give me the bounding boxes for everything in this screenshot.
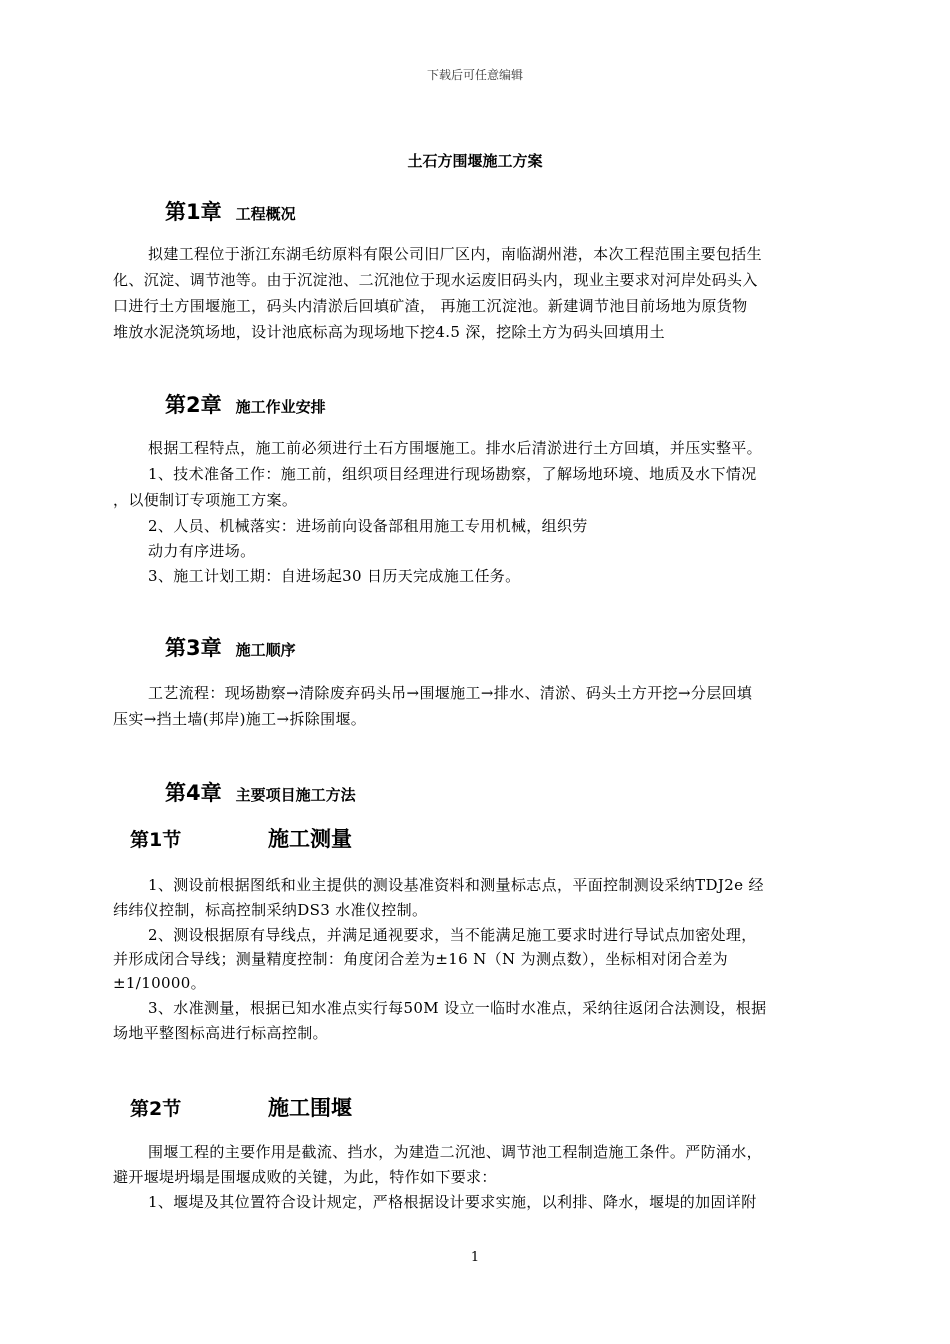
section-heading bbox=[130, 823, 352, 853]
paragraph-line: 3、施工计划工期：自进场起30 日历天完成施工任务。 bbox=[148, 567, 521, 585]
paragraph-line: ，以便制订专项施工方案。 bbox=[113, 491, 298, 509]
paragraph-line: 堆放水泥浇筑场地，设计池底标高为现场地下挖4.5 深，挖除土方为码头回填用土 bbox=[113, 323, 665, 341]
paragraph-line: 2、人员、机械落实：进场前向设备部租用施工专用机械，组织劳 bbox=[148, 517, 588, 535]
paragraph-line: 化、沉淀、调节池等。由于沉淀池、二沉池位于现水运废旧码头内，现业主要求对河岸处码头入 bbox=[113, 271, 758, 289]
chapter-number: 第1章 bbox=[165, 200, 222, 224]
paragraph-line: 场地平整图标高进行标高控制。 bbox=[113, 1024, 328, 1042]
paragraph-line: 拟建工程位于浙江东湖毛纺原料有限公司旧厂区内，南临湖州港，本次工程范围主要包括生 bbox=[148, 245, 763, 263]
paragraph-line: 纬纬仪控制，标高控制采纳DS3 水准仪控制。 bbox=[113, 901, 428, 919]
document-title: 土石方围堰施工方案 bbox=[407, 152, 543, 170]
chapter-heading bbox=[165, 632, 296, 662]
header-note: 下载后可任意编辑 bbox=[426, 68, 523, 82]
section-number: 第2节 bbox=[130, 1098, 182, 1120]
chapter-title: 施工作业安排 bbox=[235, 398, 326, 416]
chapter-title: 工程概况 bbox=[235, 205, 296, 223]
chapter-number: 第4章 bbox=[165, 781, 222, 805]
paragraph-line: 1、堰堤及其位置符合设计规定，严格根据设计要求实施，以利排、降水，堰堤的加固详附 bbox=[148, 1193, 757, 1211]
section-number: 第1节 bbox=[130, 829, 182, 851]
paragraph-line: 并形成闭合导线；测量精度控制：角度闭合差为±16 N（N 为测点数），坐标相对闭合差为 bbox=[113, 950, 728, 968]
chapter-title: 施工顺序 bbox=[235, 641, 296, 659]
chapter-number: 第2章 bbox=[165, 393, 222, 417]
paragraph-line: 根据工程特点，施工前必须进行土石方围堰施工。排水后清淤进行土方回填，并压实整平。 bbox=[148, 439, 763, 457]
paragraph-line: 1、测设前根据图纸和业主提供的测设基准资料和测量标志点，平面控制测设采纳TDJ2e 经 bbox=[148, 876, 764, 894]
paragraph-line: 2、测设根据原有导线点，并满足通视要求，当不能满足施工要求时进行导试点加密处理， bbox=[148, 926, 757, 944]
section-heading bbox=[130, 1092, 352, 1122]
paragraph-line: 避开堰堤坍塌是围堰成败的关键，为此，特作如下要求： bbox=[113, 1168, 497, 1186]
chapter-heading bbox=[165, 196, 296, 226]
paragraph-line: 1、技术准备工作：施工前，组织项目经理进行现场勘察，了解场地环境、地质及水下情况 bbox=[148, 465, 757, 483]
chapter-heading bbox=[165, 389, 326, 419]
section-title: 施工围堰 bbox=[268, 1096, 352, 1120]
paragraph-line: 动力有序进场。 bbox=[148, 542, 256, 560]
paragraph-line: 3、水准测量，根据已知水准点实行每50M 设立一临时水准点，采纳往返闭合法测设，根据 bbox=[148, 999, 767, 1017]
chapter-heading bbox=[165, 777, 356, 807]
section-title: 施工测量 bbox=[268, 827, 352, 851]
paragraph-line: 围堰工程的主要作用是截流、挡水，为建造二沉池、调节池工程制造施工条件。严防涌水， bbox=[148, 1143, 763, 1161]
page-number: 1 bbox=[470, 1250, 480, 1265]
paragraph-line: 压实→挡土墙(邦岸)施工→拆除围堰。 bbox=[113, 710, 367, 728]
paragraph-line: ±1/10000。 bbox=[113, 974, 207, 992]
paragraph-line: 工艺流程：现场勘察→清除废弃码头吊→围堰施工→排水、清淤、码头土方开挖→分层回填 bbox=[148, 684, 753, 702]
chapter-number: 第3章 bbox=[165, 636, 222, 660]
paragraph-line: 口进行土方围堰施工，码头内清淤后回填矿渣， 再施工沉淀池。新建调节池目前场地为原货物 bbox=[113, 297, 748, 315]
chapter-title: 主要项目施工方法 bbox=[235, 786, 356, 804]
